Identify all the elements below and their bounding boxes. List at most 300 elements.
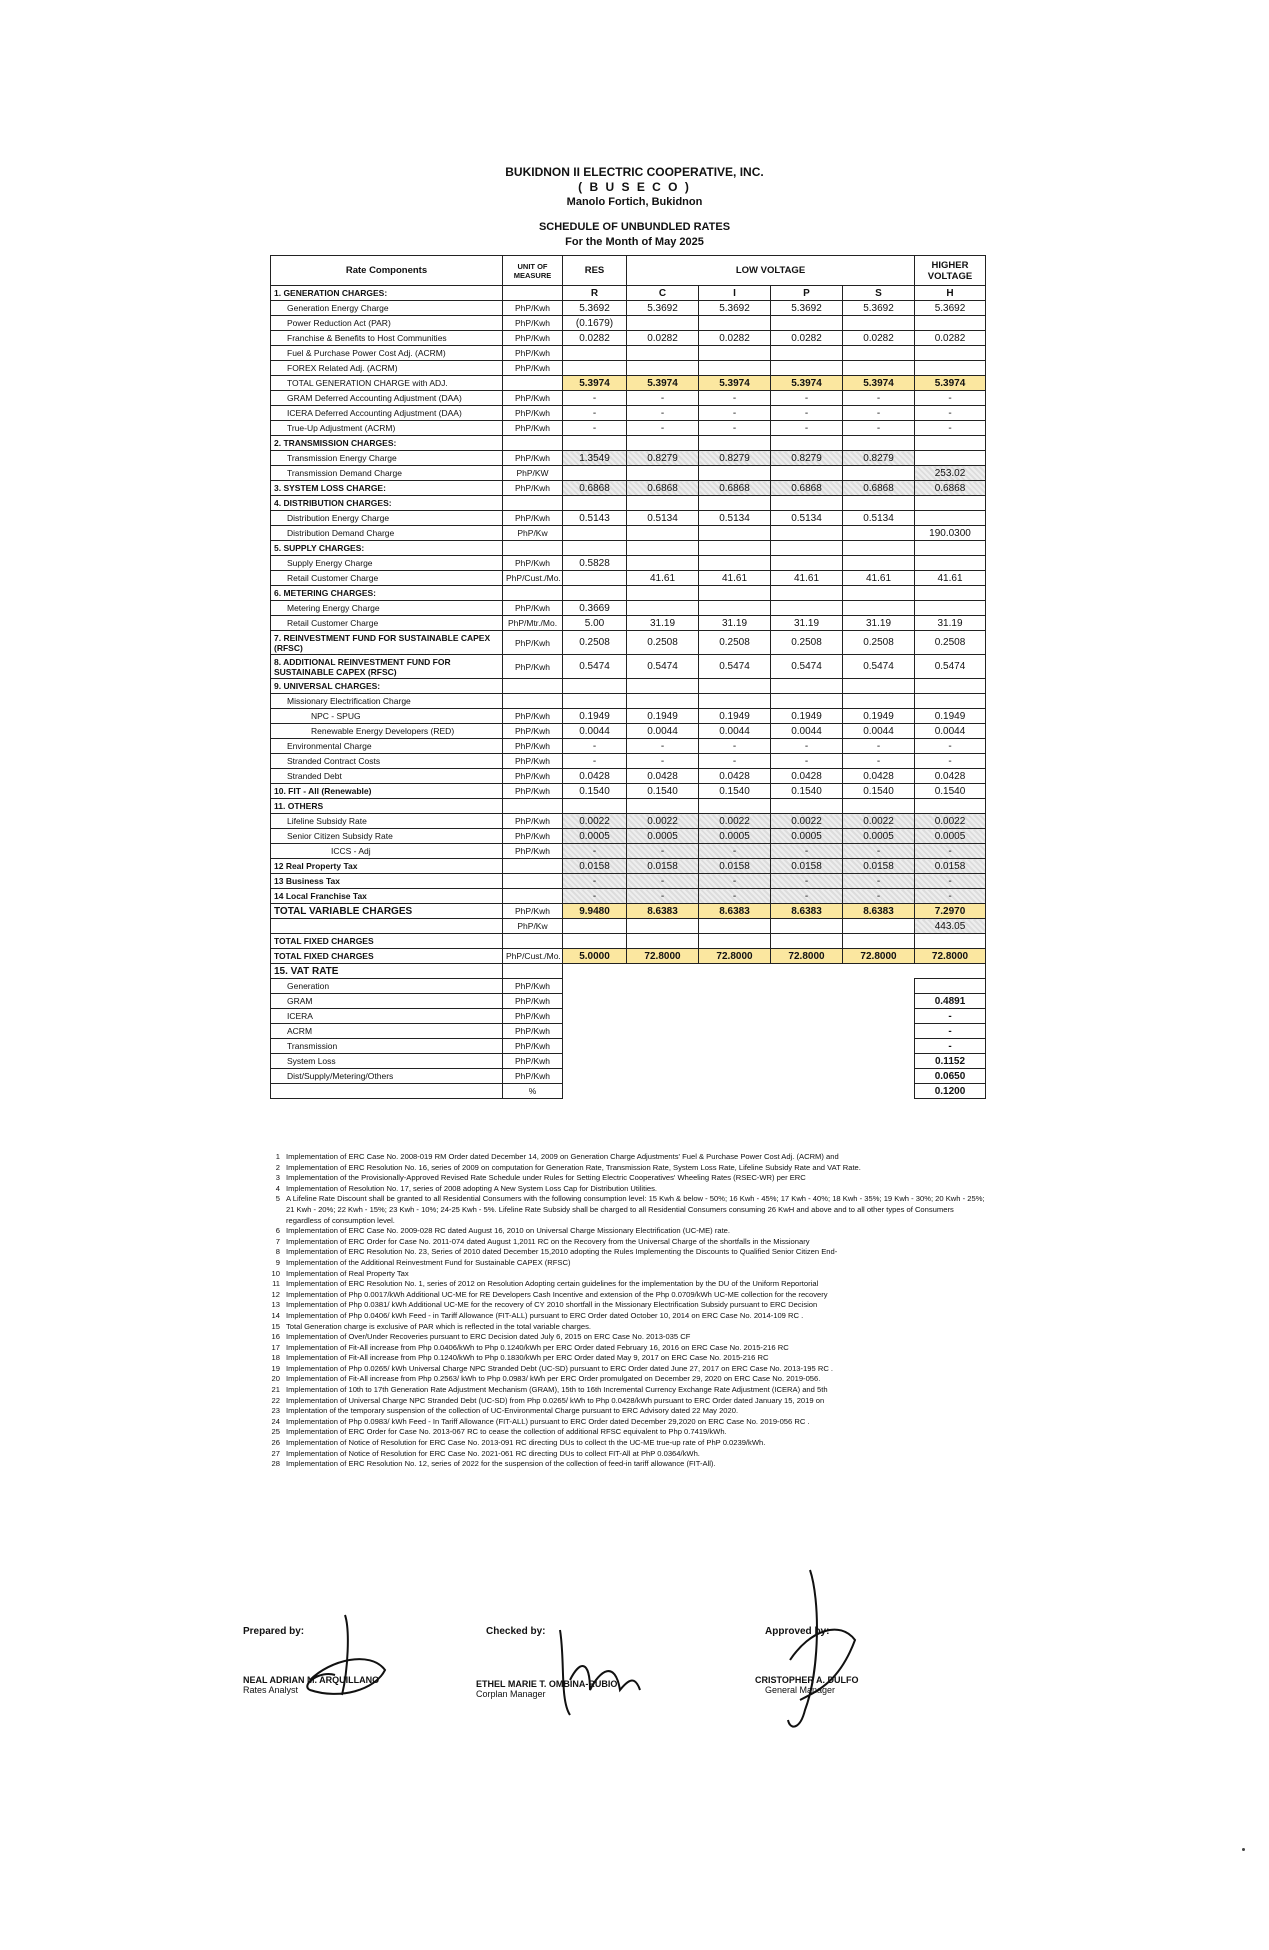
- rate-value: [563, 346, 627, 361]
- rate-value: [699, 919, 771, 934]
- rate-value: -: [627, 406, 699, 421]
- footnote: [268, 1374, 988, 1385]
- rate-value: -: [843, 754, 915, 769]
- rate-value: [843, 601, 915, 616]
- rate-value: [699, 466, 771, 481]
- checked-position: Corplan Manager: [476, 1689, 546, 1699]
- footnote: [268, 1417, 988, 1428]
- rate-value: [915, 346, 986, 361]
- rate-value: -: [843, 406, 915, 421]
- rate-value: [627, 436, 699, 451]
- rate-value: -: [771, 391, 843, 406]
- rate-value: 0.0282: [843, 331, 915, 346]
- row-unit: PhP/Kwh: [503, 784, 563, 799]
- rate-value: -: [843, 889, 915, 904]
- company-name: BUKIDNON II ELECTRIC COOPERATIVE, INC.: [505, 165, 764, 179]
- prepared-name: NEAL ADRIAN M. ARQUILLANO: [243, 1675, 380, 1685]
- rate-value: 0.0044: [843, 724, 915, 739]
- footnote-text: Implementation of the Additional Reinvestment Fund for Sustainable CAPEX (RFSC): [286, 1257, 571, 1267]
- rate-value: [563, 586, 627, 601]
- row-unit: PhP/Kwh: [503, 511, 563, 526]
- footnote: [268, 1406, 988, 1417]
- footnote: [268, 1343, 988, 1354]
- rate-value: 0.0022: [627, 814, 699, 829]
- checked-signature: [540, 1620, 650, 1730]
- vat-value: -: [915, 1009, 986, 1024]
- rate-value: 0.0158: [771, 859, 843, 874]
- vat-title-row: [271, 964, 986, 979]
- rate-value: 41.61: [843, 571, 915, 586]
- footnote-text: Implementation of Notice of Resolution for ERC Case No. 2013-091 RC directing DUs to collect th the UC-ME true-up rate of PhP 0.0239/kWh.: [286, 1438, 766, 1448]
- vat-label: ICERA: [271, 1009, 503, 1024]
- table-row: [271, 406, 986, 421]
- row-unit: PhP/Kwh: [503, 391, 563, 406]
- rate-value: 72.8000: [771, 949, 843, 964]
- vat-spacer: [563, 994, 915, 1009]
- row-label: [271, 919, 503, 934]
- footnote-text: Implementation of Universal Charge NPC Stranded Debt (UC-SD) from Php 0.0265/ kWh to Php 0.0428/kWh pursuant to ERC Order dated January 15, 2019 on: [286, 1395, 825, 1405]
- rate-value: 0.1540: [627, 784, 699, 799]
- rate-value: 0.0428: [563, 769, 627, 784]
- rate-value: 0.5474: [627, 655, 699, 679]
- rate-value: 0.0158: [843, 859, 915, 874]
- rate-value: 0.0282: [627, 331, 699, 346]
- rate-value: [915, 601, 986, 616]
- rate-value: -: [627, 391, 699, 406]
- rate-value: [915, 556, 986, 571]
- row-label: Renewable Energy Developers (RED): [271, 724, 503, 739]
- vat-unit: PhP/Kwh: [503, 1009, 563, 1024]
- checked-name: ETHEL MARIE T. OMBINA-RUBIO: [476, 1679, 618, 1689]
- rate-value: [699, 556, 771, 571]
- rate-value: 0.0428: [627, 769, 699, 784]
- footnote: [268, 1300, 988, 1311]
- rate-value: 0.8279: [627, 451, 699, 466]
- footnote-text: Implentation of the temporary suspension of the collection of UC-Environmental Charge pursuant to ERC Advisory dated 22 May 2020.: [286, 1406, 739, 1416]
- rate-value: [843, 316, 915, 331]
- table-row: [271, 694, 986, 709]
- rate-value: [843, 799, 915, 814]
- rate-value: 0.0022: [915, 814, 986, 829]
- rate-value: -: [843, 844, 915, 859]
- footnote-text: Total Generation charge is exclusive of PAR which is reflected in the total variable charges.: [286, 1321, 592, 1331]
- row-unit: [503, 376, 563, 391]
- rate-value: [915, 511, 986, 526]
- rate-value: 0.0022: [699, 814, 771, 829]
- row-unit: [503, 694, 563, 709]
- rate-value: -: [627, 421, 699, 436]
- row-label: 12 Real Property Tax: [271, 859, 503, 874]
- rate-value: 8.6383: [699, 904, 771, 919]
- footnote-number: 4: [275, 1183, 280, 1193]
- rate-value: -: [699, 754, 771, 769]
- rate-value: 5.3974: [699, 376, 771, 391]
- rate-value: 0.8279: [843, 451, 915, 466]
- checked-label: Checked by:: [486, 1626, 546, 1637]
- vat-unit: PhP/Kwh: [503, 1069, 563, 1084]
- subheader-sub_r: R: [563, 286, 627, 301]
- row-unit: [503, 586, 563, 601]
- approved-label: Approved by:: [765, 1626, 830, 1637]
- rate-value: 0.1540: [563, 784, 627, 799]
- rate-value: [843, 541, 915, 556]
- footnote-number: 3: [275, 1173, 280, 1183]
- footnote: [268, 1226, 988, 1237]
- rate-value: 0.1949: [699, 709, 771, 724]
- table-row: [271, 391, 986, 406]
- footnote-number: 17: [271, 1342, 280, 1352]
- table-row: [271, 754, 986, 769]
- rate-value: 0.5134: [771, 511, 843, 526]
- rate-value: 0.5134: [843, 511, 915, 526]
- vat-row: [271, 1009, 986, 1024]
- table-row: [271, 556, 986, 571]
- table-row: [271, 784, 986, 799]
- rate-value: 5.3692: [563, 301, 627, 316]
- row-unit: PhP/Kwh: [503, 601, 563, 616]
- rate-value: 0.1949: [627, 709, 699, 724]
- rate-value: -: [563, 754, 627, 769]
- row-unit: PhP/Kwh: [503, 421, 563, 436]
- table-row: [271, 586, 986, 601]
- vat-blank: [563, 964, 986, 979]
- subheader-sub_p: P: [771, 286, 843, 301]
- footnote-number: 15: [271, 1321, 280, 1331]
- footnote-number: 16: [271, 1332, 280, 1342]
- rate-value: 8.6383: [843, 904, 915, 919]
- rate-value: 5.3692: [771, 301, 843, 316]
- table-row: [271, 511, 986, 526]
- row-label: GRAM Deferred Accounting Adjustment (DAA): [271, 391, 503, 406]
- row-unit: PhP/Kwh: [503, 904, 563, 919]
- rate-value: 0.6868: [843, 481, 915, 496]
- rate-value: [699, 526, 771, 541]
- footnote-text: Implementation of ERC Resolution No. 1, series of 2012 on Resolution Adopting certain guidelines for the implementation by the DU of the Uniform Reportorial: [286, 1279, 819, 1289]
- rate-value: 1.3549: [563, 451, 627, 466]
- rate-value: [563, 541, 627, 556]
- rate-value: [771, 799, 843, 814]
- rate-value: [771, 361, 843, 376]
- rate-value: -: [915, 844, 986, 859]
- row-label: Transmission Energy Charge: [271, 451, 503, 466]
- rate-value: [699, 346, 771, 361]
- rate-value: 0.8279: [771, 451, 843, 466]
- row-label: Transmission Demand Charge: [271, 466, 503, 481]
- row-unit: PhP/Kwh: [503, 406, 563, 421]
- footnote-text: Implementation of Php 0.0265/ kWh Universal Charge NPC Stranded Debt (UC-SD) pursuant to ERC Order dated June 27, 2017 on ERC Case No. 2013-195 RC .: [286, 1363, 834, 1373]
- row-unit: PhP/Kwh: [503, 301, 563, 316]
- row-label: Missionary Electrification Charge: [271, 694, 503, 709]
- rate-value: [843, 496, 915, 511]
- rate-value: -: [771, 889, 843, 904]
- footnote-text: Implementation of ERC Order for Case No. 2013-067 RC to cease the collection of additional RFSC equivalent to Php 0.7419/kWh.: [286, 1427, 727, 1437]
- rate-value: [699, 496, 771, 511]
- rate-value: 72.8000: [699, 949, 771, 964]
- rate-value: [627, 541, 699, 556]
- rate-value: 0.0005: [563, 829, 627, 844]
- rate-value: [699, 361, 771, 376]
- prepared-label: Prepared by:: [243, 1626, 305, 1637]
- rate-value: -: [915, 754, 986, 769]
- rate-value: [843, 556, 915, 571]
- rate-value: [915, 799, 986, 814]
- vat-value: -: [915, 1024, 986, 1039]
- rate-value: [915, 451, 986, 466]
- row-label: Retail Customer Charge: [271, 571, 503, 586]
- rate-value: 0.5474: [915, 655, 986, 679]
- rate-value: 0.1540: [843, 784, 915, 799]
- vat-value: 0.1200: [915, 1084, 986, 1099]
- rate-value: 253.02: [915, 466, 986, 481]
- rate-value: [627, 346, 699, 361]
- row-unit: PhP/Cust./Mo.: [503, 571, 563, 586]
- table-row: [271, 481, 986, 496]
- rate-value: 0.0022: [843, 814, 915, 829]
- rate-value: -: [915, 874, 986, 889]
- rate-value: 0.0044: [699, 724, 771, 739]
- rate-value: 41.61: [699, 571, 771, 586]
- vat-spacer: [563, 1039, 915, 1054]
- table-row: [271, 466, 986, 481]
- rate-value: [627, 799, 699, 814]
- section-generation-label: 1. GENERATION CHARGES:: [271, 286, 503, 301]
- table-row: [271, 496, 986, 511]
- footnote-text: Implementation of Notice of Resolution for ERC Case No. 2021-061 RC directing DUs to collect FIT-All at PhP 0.0364/kWh.: [286, 1448, 700, 1458]
- row-label: 6. METERING CHARGES:: [271, 586, 503, 601]
- rate-value: 5.3974: [915, 376, 986, 391]
- rate-value: 0.6868: [915, 481, 986, 496]
- rate-value: 0.5474: [771, 655, 843, 679]
- footnote: [268, 1269, 988, 1280]
- vat-spacer: [563, 1024, 915, 1039]
- rate-value: -: [843, 391, 915, 406]
- row-label: 2. TRANSMISSION CHARGES:: [271, 436, 503, 451]
- table-row: [271, 526, 986, 541]
- vat-value: [915, 979, 986, 994]
- footnote-number: 8: [275, 1247, 280, 1257]
- rate-value: 8.6383: [771, 904, 843, 919]
- rate-value: 0.0428: [699, 769, 771, 784]
- row-unit: PhP/Kwh: [503, 331, 563, 346]
- rate-value: -: [915, 889, 986, 904]
- rate-value: -: [563, 874, 627, 889]
- vat-spacer: [563, 979, 915, 994]
- rate-value: [915, 934, 986, 949]
- row-label: 10. FIT - All (Renewable): [271, 784, 503, 799]
- rate-value: [843, 934, 915, 949]
- footnotes: [268, 1152, 988, 1470]
- rate-value: [843, 919, 915, 934]
- table-row: [271, 655, 986, 679]
- row-unit: PhP/Kwh: [503, 724, 563, 739]
- rate-value: 0.2508: [843, 631, 915, 655]
- footnote-number: 24: [271, 1416, 280, 1426]
- row-unit: PhP/Kwh: [503, 844, 563, 859]
- table-row: [271, 679, 986, 694]
- rate-value: 5.3692: [699, 301, 771, 316]
- rate-value: 5.3974: [627, 376, 699, 391]
- rate-value: [627, 526, 699, 541]
- rate-value: [699, 541, 771, 556]
- rate-value: -: [771, 844, 843, 859]
- footnote: [268, 1184, 988, 1195]
- rate-value: 0.0158: [627, 859, 699, 874]
- vat-value: 0.4891: [915, 994, 986, 1009]
- header-res: RES: [563, 256, 627, 286]
- row-unit: [503, 679, 563, 694]
- rate-value: 41.61: [915, 571, 986, 586]
- rate-value: -: [915, 406, 986, 421]
- rate-value: -: [843, 739, 915, 754]
- footnote: [268, 1247, 988, 1258]
- footnote: [268, 1237, 988, 1248]
- row-unit: PhP/Cust./Mo.: [503, 949, 563, 964]
- rate-value: 31.19: [843, 616, 915, 631]
- rate-value: [563, 436, 627, 451]
- row-unit: PhP/Kwh: [503, 361, 563, 376]
- footnote: [268, 1311, 988, 1322]
- rate-value: -: [563, 391, 627, 406]
- row-unit: PhP/Kwh: [503, 451, 563, 466]
- rate-value: [627, 361, 699, 376]
- row-unit: [503, 436, 563, 451]
- footnote-text: Implementation of Resolution No. 17, series of 2008 adopting A New System Loss Cap for Distribution Utilities.: [286, 1183, 658, 1193]
- rate-value: [771, 436, 843, 451]
- rate-value: 0.2508: [699, 631, 771, 655]
- rate-value: 0.0428: [843, 769, 915, 784]
- vat-spacer: [563, 1084, 915, 1099]
- row-unit: PhP/Kwh: [503, 346, 563, 361]
- row-unit: PhP/Kwh: [503, 655, 563, 679]
- row-unit: PhP/KW: [503, 466, 563, 481]
- footnote-text: Implementation of Over/Under Recoveries pursuant to ERC Decision dated July 6, 2015 on ERC Case No. 2013-035 CF: [286, 1332, 691, 1342]
- subheader-row: [271, 286, 986, 301]
- rate-value: -: [843, 421, 915, 436]
- approved-name: CRISTOPHER A. DULFO: [755, 1675, 859, 1685]
- footnote: [268, 1152, 988, 1163]
- rate-value: 0.0428: [771, 769, 843, 784]
- rate-value: 5.3974: [771, 376, 843, 391]
- rate-value: -: [699, 844, 771, 859]
- rate-value: -: [915, 391, 986, 406]
- rate-value: 0.0044: [771, 724, 843, 739]
- header-rate-components: Rate Components: [271, 256, 503, 286]
- rate-value: [563, 694, 627, 709]
- footnote-number: 26: [271, 1438, 280, 1448]
- rate-value: -: [699, 889, 771, 904]
- rate-value: 0.1949: [915, 709, 986, 724]
- rate-value: 0.0282: [771, 331, 843, 346]
- vat-spacer: [563, 1009, 915, 1024]
- rate-value: [771, 541, 843, 556]
- approved-position: General Manager: [765, 1685, 836, 1695]
- rate-value: [699, 799, 771, 814]
- rate-value: 0.1540: [771, 784, 843, 799]
- rate-value: 5.3692: [627, 301, 699, 316]
- footnote-number: 1: [275, 1152, 280, 1161]
- row-label: 3. SYSTEM LOSS CHARGE:: [271, 481, 503, 496]
- rate-value: 5.3692: [843, 301, 915, 316]
- vat-row: [271, 1024, 986, 1039]
- rate-value: 0.0005: [771, 829, 843, 844]
- rate-value: -: [699, 739, 771, 754]
- rate-value: [563, 361, 627, 376]
- rate-value: -: [627, 754, 699, 769]
- approved-signature: [760, 1560, 870, 1750]
- rate-value: 0.5474: [843, 655, 915, 679]
- row-label: 14 Local Franchise Tax: [271, 889, 503, 904]
- footnote: [268, 1353, 988, 1364]
- rate-value: [627, 679, 699, 694]
- rate-value: [771, 919, 843, 934]
- table-row: [271, 361, 986, 376]
- row-label: TOTAL GENERATION CHARGE with ADJ.: [271, 376, 503, 391]
- footnote-number: 20: [271, 1374, 280, 1384]
- rate-value: [771, 496, 843, 511]
- header-low-voltage: LOW VOLTAGE: [627, 256, 915, 286]
- row-label: 4. DISTRIBUTION CHARGES:: [271, 496, 503, 511]
- footnote-number: 5: [275, 1194, 280, 1204]
- row-unit: PhP/Kwh: [503, 481, 563, 496]
- rate-value: 0.0044: [627, 724, 699, 739]
- footnote: [268, 1194, 988, 1226]
- rate-value: 0.0044: [915, 724, 986, 739]
- subheader-sub_h: H: [915, 286, 986, 301]
- row-unit: PhP/Mtr./Mo.: [503, 616, 563, 631]
- rate-value: 5.00: [563, 616, 627, 631]
- table-row: [271, 301, 986, 316]
- footnote-number: 2: [275, 1162, 280, 1172]
- table-row: [271, 934, 986, 949]
- row-unit: PhP/Kwh: [503, 556, 563, 571]
- rate-value: 0.5474: [563, 655, 627, 679]
- row-label: 8. ADDITIONAL REINVESTMENT FUND FOR SUSTAINABLE CAPEX (RFSC): [271, 655, 503, 679]
- table-row: [271, 316, 986, 331]
- rate-value: [627, 316, 699, 331]
- header-higher-voltage: HIGHER VOLTAGE: [915, 256, 986, 286]
- vat-value: 0.1152: [915, 1054, 986, 1069]
- vat-spacer: [563, 1054, 915, 1069]
- footnote-text: Implementation of Fit-All increase from Php 0.2563/ kWh to Php 0.0983/ kWh per ERC Order promulgated on December 29, 2020 on ERC Case No. 2019-056.: [286, 1374, 821, 1384]
- rate-value: [627, 694, 699, 709]
- rate-value: -: [771, 739, 843, 754]
- rate-value: [563, 526, 627, 541]
- rate-value: [771, 346, 843, 361]
- footnote-number: 11: [272, 1279, 280, 1289]
- table-row: [271, 601, 986, 616]
- rate-value: [915, 436, 986, 451]
- footnote-number: 19: [271, 1363, 280, 1373]
- subheader-sub_s: S: [843, 286, 915, 301]
- vat-row: [271, 1039, 986, 1054]
- rate-value: 0.8279: [699, 451, 771, 466]
- footnote-number: 6: [275, 1226, 280, 1236]
- vat-value: -: [915, 1039, 986, 1054]
- rate-value: 31.19: [627, 616, 699, 631]
- rate-value: [915, 496, 986, 511]
- footnote-number: 22: [271, 1395, 280, 1405]
- rate-value: 0.0022: [771, 814, 843, 829]
- rate-value: [563, 679, 627, 694]
- footnote-text: Implementation of the Provisionally-Approved Revised Rate Schedule under Rules for Setting Electric Cooperatives' Wheeling Rates (RSEC-WR) per ERC: [286, 1173, 806, 1183]
- rate-value: 72.8000: [843, 949, 915, 964]
- rate-value: 5.3974: [843, 376, 915, 391]
- rate-value: -: [563, 406, 627, 421]
- vat-row: [271, 1069, 986, 1084]
- rate-value: 5.3692: [915, 301, 986, 316]
- rate-value: 0.5143: [563, 511, 627, 526]
- footnote: [268, 1459, 988, 1470]
